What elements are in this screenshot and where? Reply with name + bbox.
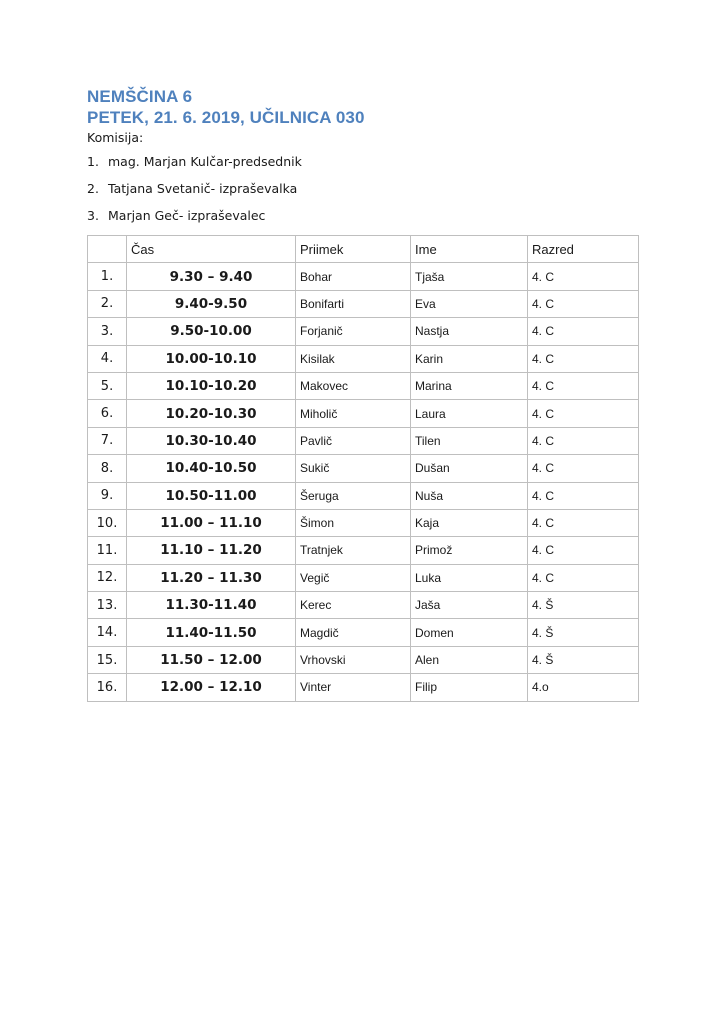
row-number: 3. xyxy=(88,318,127,345)
member-name: mag. Marjan Kulčar-predsednik xyxy=(108,154,302,169)
student-class: 4. C xyxy=(528,509,639,536)
time-slot: 11.00 – 11.10 xyxy=(127,509,296,536)
column-header-name: Ime xyxy=(411,236,528,263)
row-number: 11. xyxy=(88,537,127,564)
list-number: 1. xyxy=(87,154,99,169)
student-name: Tilen xyxy=(411,427,528,454)
student-surname: Pavlič xyxy=(296,427,411,454)
student-class: 4.o xyxy=(528,674,639,701)
student-name: Dušan xyxy=(411,455,528,482)
table-row xyxy=(88,263,639,290)
time-slot: 9.50-10.00 xyxy=(127,318,296,345)
committee-member xyxy=(87,155,302,182)
student-name: Kaja xyxy=(411,509,528,536)
student-class: 4. C xyxy=(528,318,639,345)
student-class: 4. C xyxy=(528,427,639,454)
row-number: 10. xyxy=(88,509,127,536)
time-slot: 10.10-10.20 xyxy=(127,372,296,399)
table-row xyxy=(88,290,639,317)
table-row xyxy=(88,427,639,454)
student-surname: Sukič xyxy=(296,455,411,482)
row-number: 6. xyxy=(88,400,127,427)
time-slot: 11.20 – 11.30 xyxy=(127,564,296,591)
table-row xyxy=(88,400,639,427)
time-slot: 10.40-10.50 xyxy=(127,455,296,482)
student-surname: Tratnjek xyxy=(296,537,411,564)
column-header-time: Čas xyxy=(127,236,296,263)
student-class: 4. C xyxy=(528,455,639,482)
student-class: 4. C xyxy=(528,263,639,290)
row-number: 9. xyxy=(88,482,127,509)
student-surname: Šeruga xyxy=(296,482,411,509)
student-surname: Vrhovski xyxy=(296,646,411,673)
table-row xyxy=(88,619,639,646)
student-name: Alen xyxy=(411,646,528,673)
student-name: Luka xyxy=(411,564,528,591)
student-class: 4. C xyxy=(528,345,639,372)
committee-list xyxy=(87,155,302,236)
student-class: 4. Š xyxy=(528,592,639,619)
list-number: 2. xyxy=(87,181,99,196)
table-row xyxy=(88,646,639,673)
student-class: 4. Š xyxy=(528,619,639,646)
time-slot: 10.50-11.00 xyxy=(127,482,296,509)
table-row xyxy=(88,455,639,482)
student-class: 4. C xyxy=(528,482,639,509)
member-name: Marjan Geč- izpraševalec xyxy=(108,208,266,223)
member-name: Tatjana Svetanič- izpraševalka xyxy=(108,181,298,196)
student-class: 4. C xyxy=(528,537,639,564)
student-surname: Kerec xyxy=(296,592,411,619)
student-class: 4. Š xyxy=(528,646,639,673)
student-name: Jaša xyxy=(411,592,528,619)
committee-label: Komisija: xyxy=(87,130,144,145)
row-number: 12. xyxy=(88,564,127,591)
row-number: 7. xyxy=(88,427,127,454)
student-name: Eva xyxy=(411,290,528,317)
column-header-class: Razred xyxy=(528,236,639,263)
table-row xyxy=(88,592,639,619)
row-number: 8. xyxy=(88,455,127,482)
time-slot: 11.10 – 11.20 xyxy=(127,537,296,564)
time-slot: 11.50 – 12.00 xyxy=(127,646,296,673)
student-surname: Kisilak xyxy=(296,345,411,372)
column-header-number xyxy=(88,236,127,263)
student-name: Primož xyxy=(411,537,528,564)
student-name: Karin xyxy=(411,345,528,372)
time-slot: 9.40-9.50 xyxy=(127,290,296,317)
student-name: Tjaša xyxy=(411,263,528,290)
table-row xyxy=(88,345,639,372)
page-title: NEMŠČINA 6 xyxy=(87,87,193,106)
student-name: Domen xyxy=(411,619,528,646)
table-row xyxy=(88,564,639,591)
committee-member xyxy=(87,182,302,209)
row-number: 14. xyxy=(88,619,127,646)
time-slot: 11.30-11.40 xyxy=(127,592,296,619)
table-row xyxy=(88,372,639,399)
table-row xyxy=(88,674,639,701)
time-slot: 11.40-11.50 xyxy=(127,619,296,646)
student-name: Nuša xyxy=(411,482,528,509)
time-slot: 10.00-10.10 xyxy=(127,345,296,372)
time-slot: 9.30 – 9.40 xyxy=(127,263,296,290)
row-number: 15. xyxy=(88,646,127,673)
row-number: 13. xyxy=(88,592,127,619)
row-number: 1. xyxy=(88,263,127,290)
student-surname: Vinter xyxy=(296,674,411,701)
student-name: Nastja xyxy=(411,318,528,345)
exam-date-room: PETEK, 21. 6. 2019, UČILNICA 030 xyxy=(87,108,365,127)
table-row xyxy=(88,482,639,509)
student-surname: Vegič xyxy=(296,564,411,591)
time-slot: 10.30-10.40 xyxy=(127,427,296,454)
row-number: 2. xyxy=(88,290,127,317)
time-slot: 12.00 – 12.10 xyxy=(127,674,296,701)
student-surname: Šimon xyxy=(296,509,411,536)
table-header-row xyxy=(88,236,639,263)
list-number: 3. xyxy=(87,208,99,223)
row-number: 5. xyxy=(88,372,127,399)
column-header-surname: Priimek xyxy=(296,236,411,263)
schedule-table xyxy=(87,235,639,702)
student-class: 4. C xyxy=(528,400,639,427)
student-name: Laura xyxy=(411,400,528,427)
time-slot: 10.20-10.30 xyxy=(127,400,296,427)
student-surname: Forjanič xyxy=(296,318,411,345)
table-row xyxy=(88,509,639,536)
student-surname: Bohar xyxy=(296,263,411,290)
student-class: 4. C xyxy=(528,290,639,317)
student-class: 4. C xyxy=(528,564,639,591)
student-surname: Magdič xyxy=(296,619,411,646)
student-name: Marina xyxy=(411,372,528,399)
student-name: Filip xyxy=(411,674,528,701)
student-surname: Bonifarti xyxy=(296,290,411,317)
student-class: 4. C xyxy=(528,372,639,399)
row-number: 16. xyxy=(88,674,127,701)
table-row xyxy=(88,318,639,345)
student-surname: Makovec xyxy=(296,372,411,399)
row-number: 4. xyxy=(88,345,127,372)
table-row xyxy=(88,537,639,564)
committee-member xyxy=(87,209,302,236)
student-surname: Miholič xyxy=(296,400,411,427)
